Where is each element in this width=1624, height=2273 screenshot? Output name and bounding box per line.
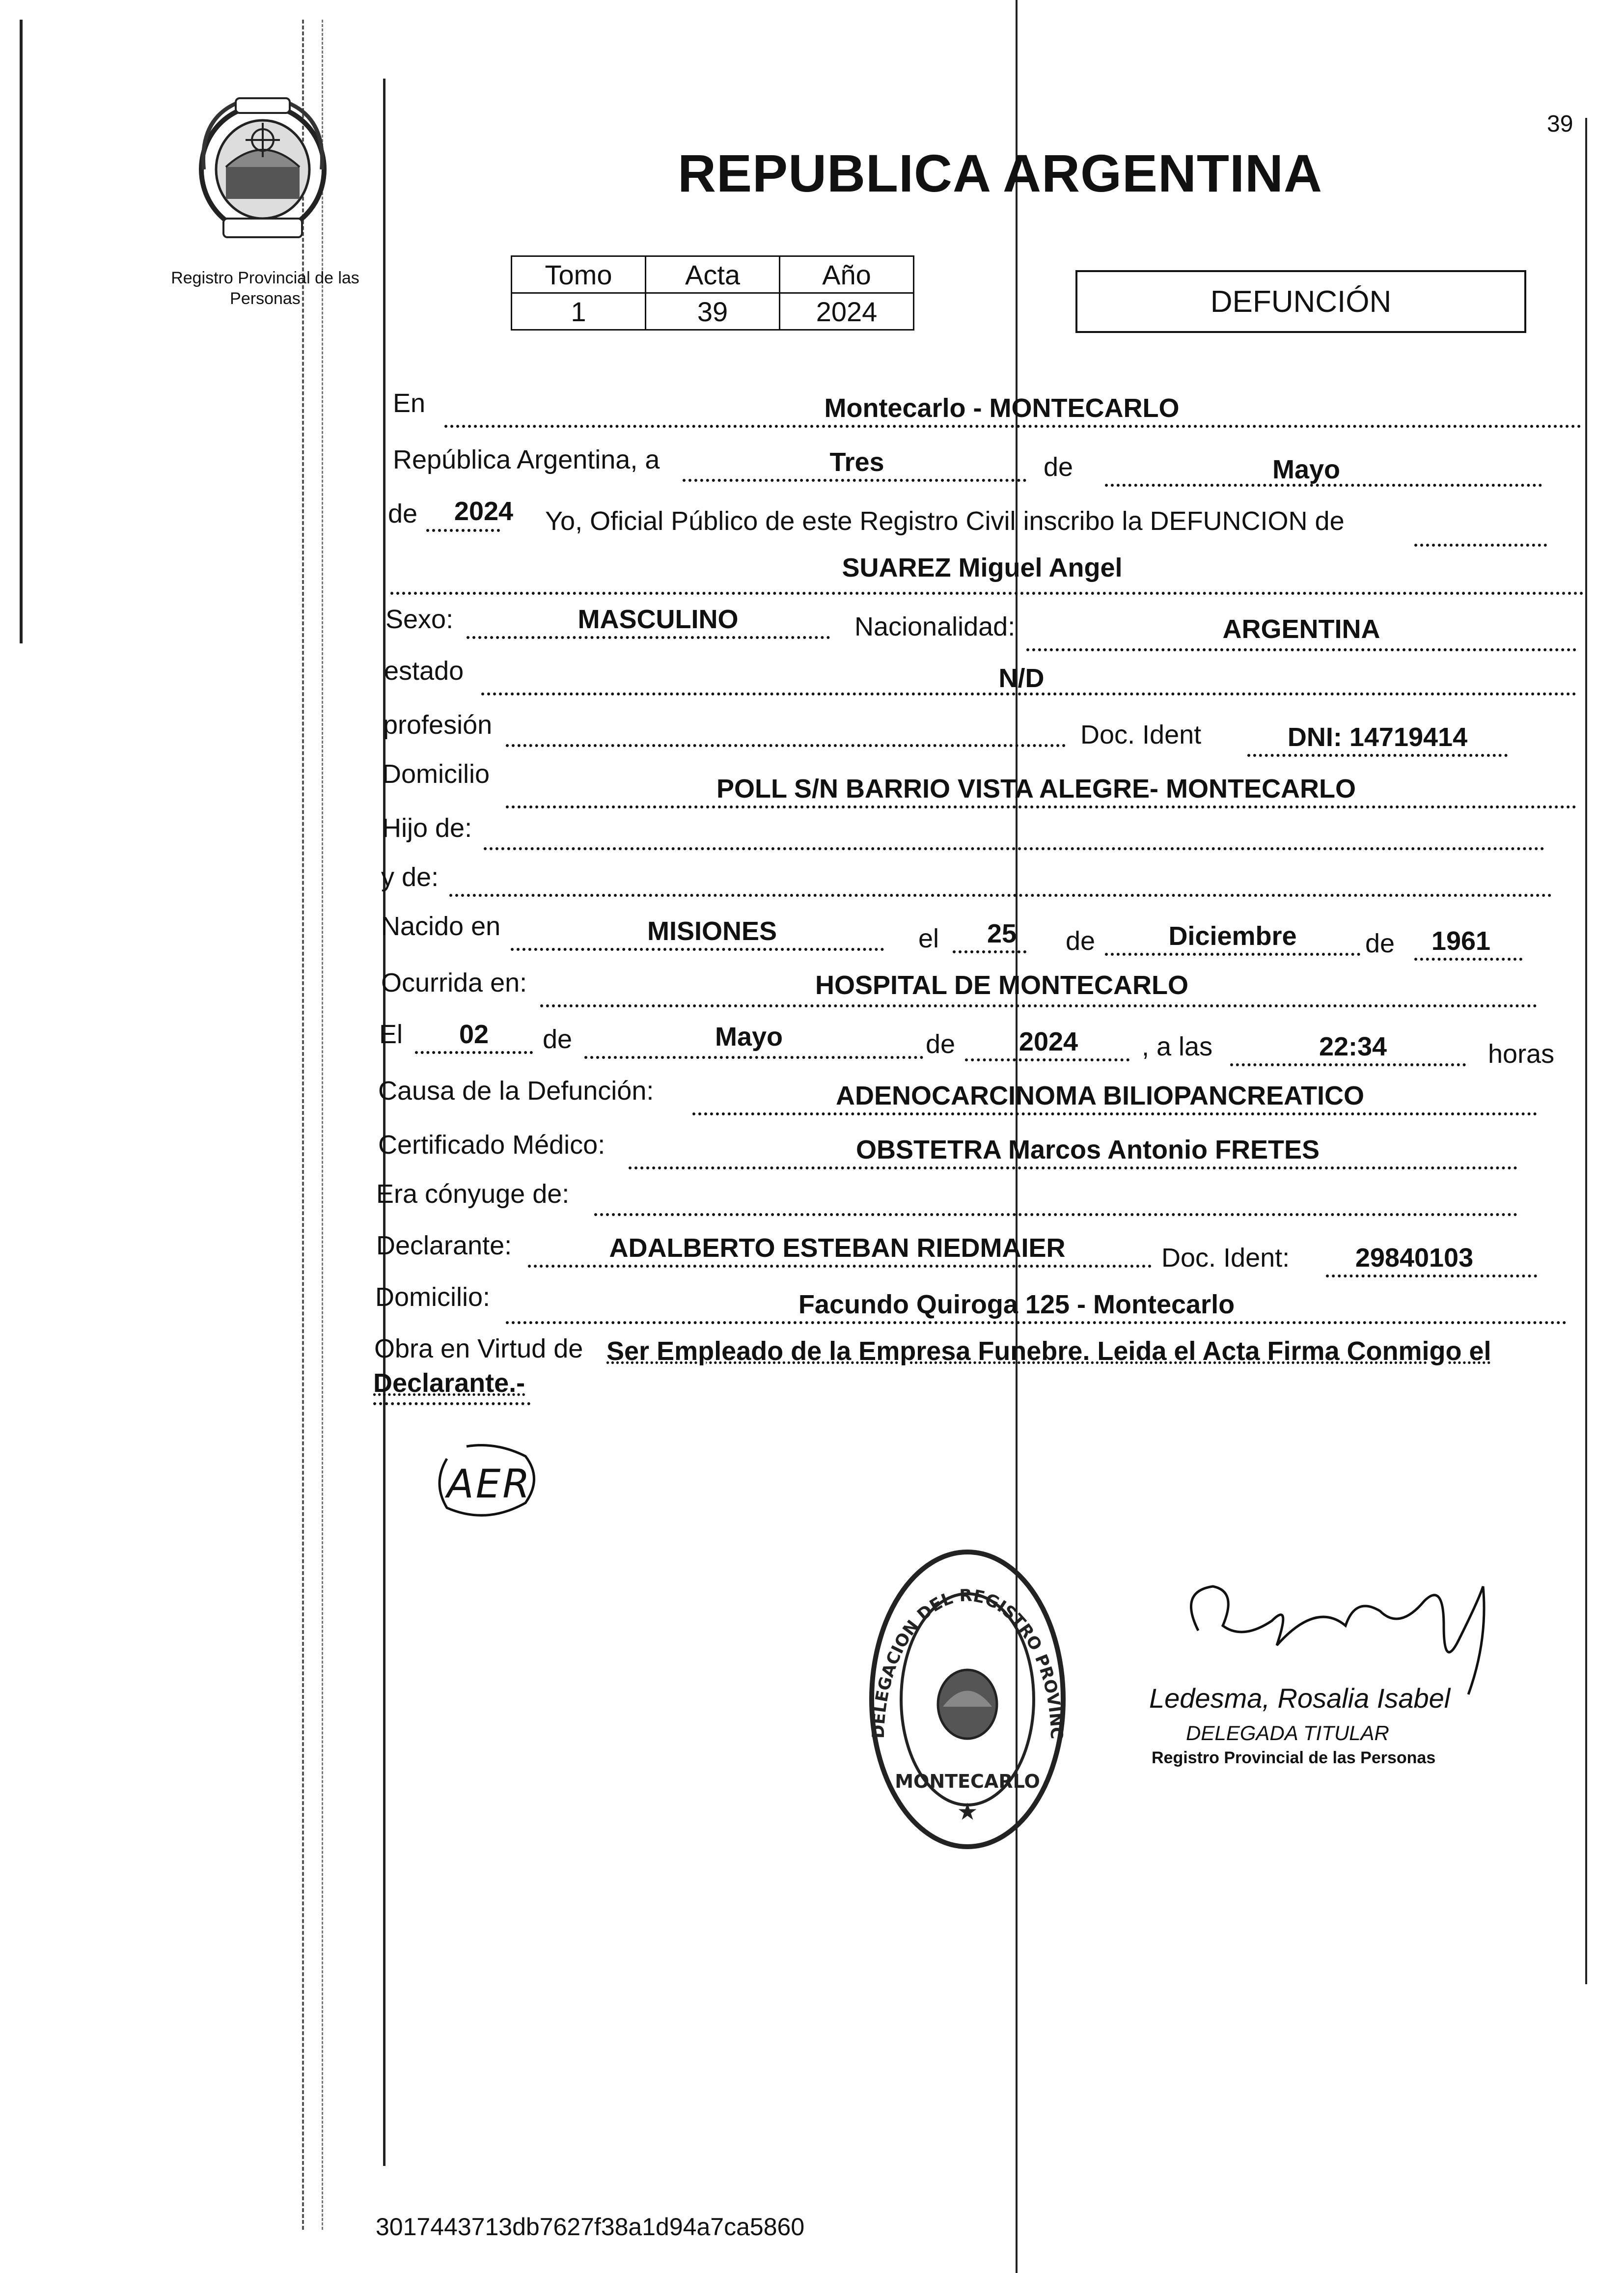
form-right-border [1585,118,1587,1984]
sexo-label: Sexo: [385,605,454,634]
birth-month: Diciembre [1168,921,1297,951]
ocurrida-line [540,1004,1537,1007]
doc-ident2-label: Doc. Ident: [1161,1243,1290,1273]
domicilio-line [506,805,1576,808]
certificado-label: Certificado Médico: [378,1130,606,1160]
estado-line [481,693,1576,695]
declarante-value: ADALBERTO ESTEBAN RIEDMAIER [609,1233,1066,1263]
causa-label: Causa de la Defunción: [378,1076,654,1106]
table-value-acta: 39 [646,293,780,330]
death-year: 2024 [1018,1027,1078,1056]
declarante-label: Declarante: [376,1231,512,1260]
domicilio-value: POLL S/N BARRIO VISTA ALEGRE- MONTECARLO [716,774,1356,804]
nacido-value: MISIONES [647,916,777,946]
year-line [426,529,500,532]
nacionalidad-line [1026,648,1576,651]
conyuge-label: Era cónyuge de: [376,1179,570,1209]
en-value: Montecarlo - MONTECARLO [824,393,1180,423]
deceased-name: SUAREZ Miguel Angel [842,553,1123,582]
estado-value: N/D [998,664,1045,693]
document-hash: 3017443713db7627f38a1d94a7ca5860 [376,2213,805,2241]
day-value: Tres [829,447,884,477]
svg-text:DELEGACION DEL REGISTRO PROVIN: DELEGACION DEL REGISTRO PROVINC [868,1585,1067,1740]
nacionalidad-label: Nacionalidad: [854,612,1016,641]
tomo-acta-anio-table [511,255,914,331]
death-day: 02 [459,1020,489,1049]
a-las-label: , a las [1142,1032,1213,1061]
en-label: En [393,388,426,418]
conyuge-line [594,1213,1517,1216]
form-left-border [383,79,385,2166]
initials-text: AER [447,1461,532,1507]
death-time: 22:34 [1319,1032,1387,1061]
name-line [390,592,1584,595]
obra-value-line2: Declarante.- [373,1368,525,1398]
de-label-4: de [1365,929,1395,958]
month-value: Mayo [1272,455,1341,484]
nacionalidad-value: ARGENTINA [1222,614,1380,644]
hijo-line [484,847,1544,850]
de-label-1: de [1044,452,1073,482]
doc-ident-label: Doc. Ident [1080,720,1202,749]
de-label-2: de [388,499,418,528]
birth-year: 1961 [1431,926,1491,956]
death-year-line [965,1058,1129,1061]
causa-value: ADENOCARCINOMA BILIOPANCREATICO [836,1081,1364,1110]
table-header-acta: Acta [646,256,780,293]
table-value-anio: 2024 [780,293,914,330]
page-title: REPUBLICA ARGENTINA [678,143,1322,203]
de-label-5: de [543,1025,573,1054]
en-line [444,425,1581,428]
svg-text:MONTECARLO: MONTECARLO [895,1771,1040,1792]
inscribo-line [1414,544,1547,547]
initials-mark [427,1439,545,1523]
death-day-line [415,1051,533,1054]
ocurrida-label: Ocurrida en: [381,968,527,998]
estado-label: estado [384,656,464,686]
de-label-6: de [926,1029,956,1059]
nacido-line [511,948,884,951]
page-number: 39 [1547,111,1573,137]
ocurrida-value: HOSPITAL DE MONTECARLO [815,970,1189,1000]
inscribo-text: Yo, Oficial Público de este Registro Civil inscribo la DEFUNCION de [545,506,1345,536]
signature-role: DELEGADA TITULAR [1186,1721,1389,1745]
y-de-line [449,894,1552,897]
sexo-value: MASCULINO [578,605,739,634]
doc-ident-value: DNI: 14719414 [1287,722,1468,752]
domicilio-label: Domicilio [382,759,490,789]
signature-institution: Registro Provincial de las Personas [1152,1748,1436,1767]
left-scan-edge [20,20,23,643]
act-type-box: DEFUNCIÓN [1075,270,1526,333]
death-month: Mayo [715,1022,783,1052]
table-header-anio: Año [780,256,914,293]
birth-day: 25 [987,919,1017,948]
domicilio2-value: Facundo Quiroga 125 - Montecarlo [798,1290,1235,1319]
signature-name: Ledesma, Rosalia Isabel [1149,1683,1451,1714]
day-line [683,479,1026,482]
month-line [1105,484,1542,487]
birth-year-line [1414,958,1522,961]
table-header-tomo: Tomo [512,256,646,293]
el2-label: El [379,1020,403,1049]
registry-label: Registro Provincial de las Personas [171,269,359,308]
svg-text:★: ★ [957,1798,978,1826]
death-month-line [584,1056,923,1059]
el-label: el [918,924,939,953]
year-value: 2024 [454,497,514,526]
domicilio2-label: Domicilio: [375,1282,491,1312]
de-label-3: de [1066,926,1096,956]
birth-month-line [1105,953,1360,956]
margin-dashes-2 [322,20,323,2230]
republica-label: República Argentina, a [393,445,660,474]
hijo-label: Hijo de: [382,813,472,843]
declarante-line [528,1265,1152,1268]
horas-label: horas [1488,1039,1555,1069]
province-seal [189,86,336,248]
sexo-line [467,636,830,639]
profesion-label: profesión [383,710,493,740]
nacido-label: Nacido en [381,912,501,941]
margin-dashes [302,20,304,2230]
certificado-value: OBSTETRA Marcos Antonio FRETES [855,1135,1320,1164]
obra-value-line1: Ser Empleado de la Empresa Funebre. Leida el Acta Firma Conmigo el [606,1336,1491,1366]
birth-day-line [953,950,1026,953]
obra-line [373,1402,530,1405]
causa-line [692,1112,1537,1115]
y-de-label: y de: [381,862,439,892]
doc-ident-line [1247,754,1508,757]
domicilio2-line [506,1321,1567,1324]
profesion-line [506,744,1066,747]
death-time-line [1230,1063,1466,1066]
doc-ident2-line [1326,1275,1537,1277]
delegation-stamp [864,1542,1071,1857]
obra-label: Obra en Virtud de [374,1334,583,1363]
doc-ident2-value: 29840103 [1355,1243,1474,1273]
certificado-line [629,1166,1517,1169]
table-value-tomo: 1 [512,293,646,330]
